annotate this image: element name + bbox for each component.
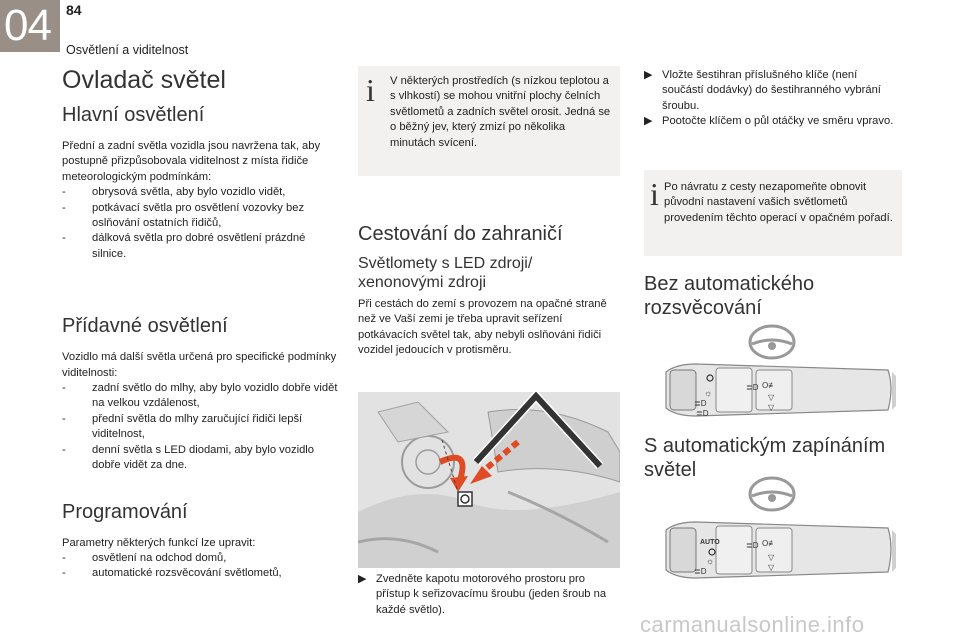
svg-text:☼: ☼ <box>704 388 713 398</box>
section-title: Osvětlení a viditelnost <box>66 43 189 57</box>
light-stalk-auto-diagram <box>656 476 896 596</box>
svg-text:☼: ☼ <box>706 556 715 566</box>
info-text: Po návratu z cesty nezapomeňte obnovit původní nastavení vašich světlometů provedením těchto operací v opačném pořadí. <box>664 181 893 224</box>
step-list-hood <box>358 572 613 618</box>
svg-text:O≢: O≢ <box>762 539 777 548</box>
main-lighting-heading: Hlavní osvětlení <box>62 104 205 126</box>
main-lighting-list <box>62 185 342 262</box>
page-number: 84 <box>66 2 82 18</box>
svg-text:≣D: ≣D <box>694 567 707 576</box>
svg-text:▽: ▽ <box>768 553 775 562</box>
list-item: - přední světla do mlhy zaručující řidiči lepší viditelnost, <box>62 412 342 443</box>
travel-heading: Cestování do zahraničí <box>358 223 563 245</box>
travel-subheading: Světlomety s LED zdroji/ xenonovými zdroji <box>358 255 533 291</box>
column-left <box>62 60 342 582</box>
arrow-bullet-icon: ▶ <box>644 115 653 128</box>
arrow-bullet-icon: ▶ <box>358 573 367 585</box>
list-item <box>644 68 902 114</box>
step-text: Vložte šestihran příslušného klíče (není součástí dodávky) do šestihranného vybrání šroubu. <box>662 69 881 112</box>
auto-label: AUTO <box>700 539 720 546</box>
travel-text: Při cestách do zemí s provozem na opačné straně než ve Vaší zemi je třeba upravit seřízení potkávacích světel tak, aby nebyli oslňováni řidiči vozidel jedoucích v protisměru. <box>358 298 607 357</box>
list-item <box>358 572 613 618</box>
svg-text:≣D: ≣D <box>696 409 709 418</box>
list-item: - osvětlení na odchod domů, <box>62 551 342 566</box>
additional-lighting-list <box>62 381 342 473</box>
step-text: Zvedněte kapotu motorového prostoru pro přístup k seřizovacímu šroubu (jeden šroub na každé světlo). <box>376 573 607 616</box>
arrow-bullet-icon: ▶ <box>644 69 653 81</box>
watermark: carmanualsonline.info <box>640 612 865 637</box>
info-box-condensation <box>358 66 620 176</box>
svg-text:≣D: ≣D <box>746 541 759 550</box>
engine-bay-photo <box>358 392 620 568</box>
no-auto-heading: Bez automatického rozsvěcování <box>644 273 815 319</box>
programming-intro: Parametry některých funkcí lze upravit: <box>62 536 256 549</box>
svg-text:▽: ▽ <box>768 403 775 412</box>
auto-heading: S automatickým zapínáním světel <box>644 435 886 481</box>
chapter-number: 04 <box>0 0 60 52</box>
list-item: - zadní světlo do mlhy, aby bylo vozidlo dobře vidět na velkou vzdálenost, <box>62 381 342 412</box>
svg-text:▽: ▽ <box>768 393 775 402</box>
list-item: - obrysová světla, aby bylo vozidlo vidět, <box>62 185 342 200</box>
svg-text:▽: ▽ <box>768 563 775 572</box>
list-item <box>644 114 902 129</box>
info-text: V některých prostředích (s nízkou teplotou a s vlhkostí) se mohou vnitřní plochy čelních světlometů a zadních světel orosit. Jedná se o běžný jev, který zmizí po několika minutách svícení. <box>390 75 611 149</box>
svg-text:≣D: ≣D <box>746 383 759 392</box>
main-lighting-intro: Přední a zadní světla vozidla jsou navržena tak, aby postupně přizpůsobovala viditelnost z místa řidiče meteorologickým podmínkám: <box>62 140 321 183</box>
programming-heading: Programování <box>62 500 188 523</box>
info-box-restore <box>644 170 902 256</box>
light-stalk-diagram <box>656 320 896 430</box>
programming-list <box>62 551 342 582</box>
additional-lighting-intro: Vozidlo má další světla určená pro specifické podmínky viditelnosti: <box>62 351 337 379</box>
list-item: - automatické rozsvěcování světlometů, <box>62 566 342 581</box>
additional-lighting-heading: Přídavné osvětlení <box>62 315 228 338</box>
svg-text:≣D: ≣D <box>694 399 707 408</box>
list-item: - denní světla s LED diodami, aby bylo vozidlo dobře vidět za dne. <box>62 443 342 474</box>
step-text: Pootočte klíčem o půl otáčky ve směru vpravo. <box>662 115 894 128</box>
list-item: - potkávací světla pro osvětlení vozovky bez oslňování ostatních řidičů, <box>62 201 342 232</box>
svg-text:O≢: O≢ <box>762 381 777 390</box>
step-list-key <box>644 68 902 130</box>
info-icon: i <box>366 72 375 108</box>
list-item: - dálková světla pro dobré osvětlení prázdné silnice. <box>62 231 342 262</box>
headlight-adjustment-illustration <box>358 392 620 568</box>
page-title: Ovladač světel <box>62 66 226 94</box>
info-icon: i <box>650 176 659 212</box>
